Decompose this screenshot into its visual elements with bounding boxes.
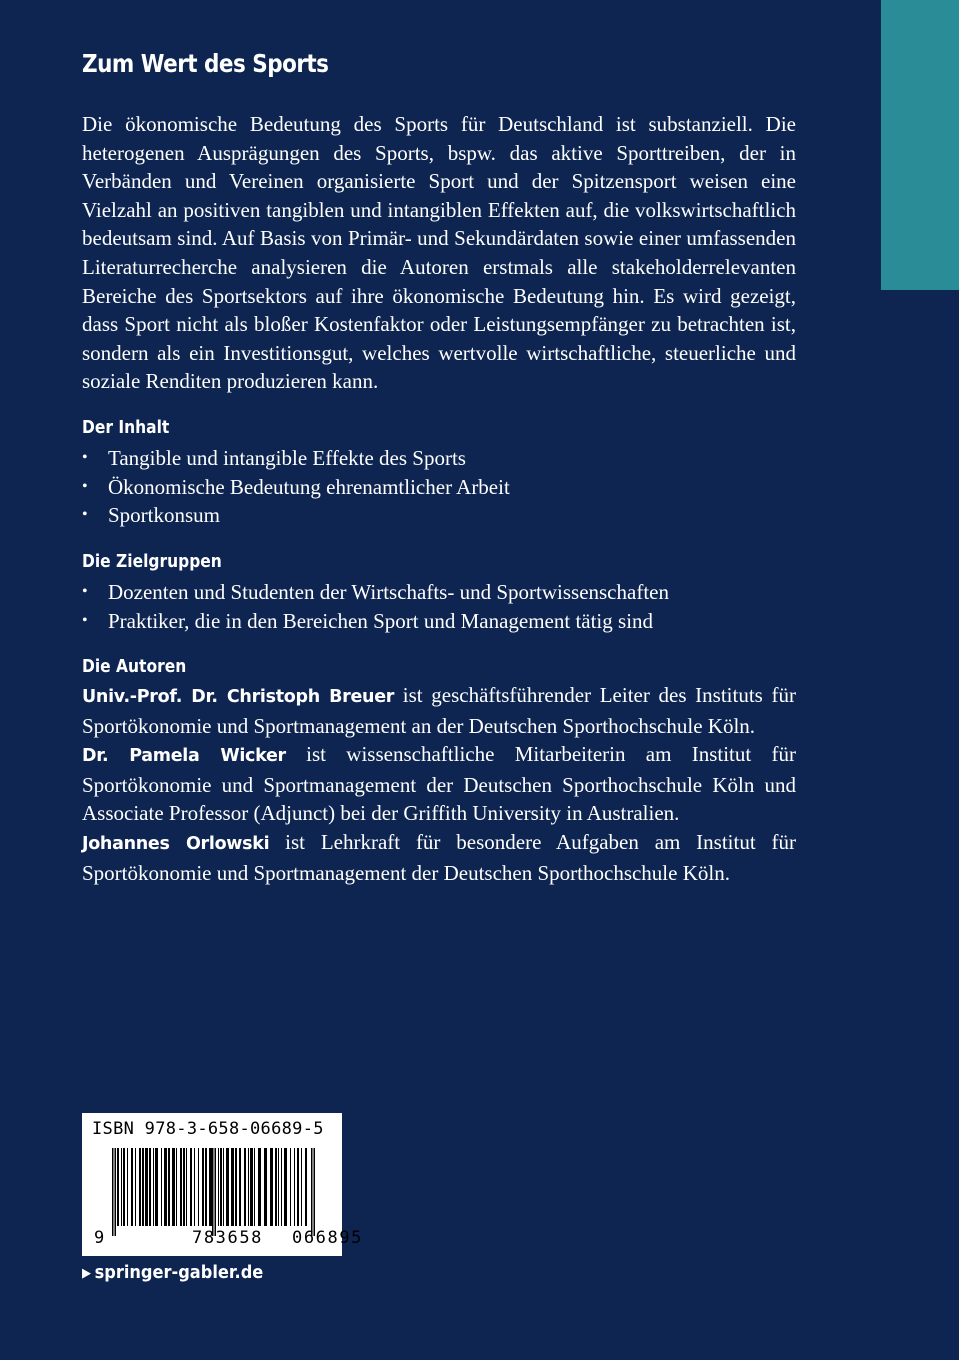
section-heading-zielgruppen: Die Zielgruppen	[82, 551, 222, 572]
intro-paragraph: Die ökonomische Bedeutung des Sports für Deutschland ist substanziell. Die heterogenen Ausprägungen des Sports, bspw. das aktive Sporttreiben, der in Verbänden und Vereinen organisierte Sport und der Spitzensport weisen eine Vielzahl an positiven tangiblen und intangiblen Effekten auf, die volkswirtschaftlich bedeutsam sind. Auf Basis von Primär- und Sekundärdaten sowie einer umfassenden Literaturrecherche analysieren die Autoren erstmals alle stakeholderrelevanten Bereiche des Sportsektors auf ihre ökonomische Bedeutung hin. Es wird gezeigt, dass Sport nicht als bloßer Kostenfaktor oder Leistungsempfänger zu betrachten ist, sondern als ein Investitionsgut, welches wertvolle wirtschaftliche, steuerliche und soziale Renditen produzieren kann.	[82, 112, 796, 394]
barcode-digit-first: 9	[94, 1228, 105, 1248]
isbn-barcode	[82, 1113, 364, 1256]
bullet-icon: •	[82, 583, 88, 600]
triangle-right-icon: ▶	[82, 1266, 91, 1281]
accent-tab	[881, 0, 959, 290]
author-entry: Johannes Orlowski ist Lehrkraft für besondere Aufgaben am Institut für Sportökonomie und Sportmanagement der Deutschen Sporthochschule Köln.	[82, 829, 796, 885]
barcode-digits-right: 066895	[292, 1228, 364, 1248]
author-name: Univ.-Prof. Dr. Christoph Breuer	[82, 687, 395, 707]
author-entry: Univ.-Prof. Dr. Christoph Breuer ist geschäftsführender Leiter des Instituts für Sportökonomie und Sportmanagement an der Deutschen Sporthochschule Köln.	[82, 683, 796, 738]
list-item: • Praktiker, die in den Bereichen Sport und Management tätig sind	[82, 607, 802, 636]
section-inhalt	[82, 414, 802, 530]
zielgruppen-list	[82, 578, 802, 635]
author-name: Dr. Pamela Wicker	[82, 746, 286, 767]
section-zielgruppen	[82, 548, 802, 635]
bullet-icon: •	[82, 506, 88, 524]
author-name: Johannes Orlowski	[82, 833, 270, 854]
cover-title: Zum Wert des Sports	[82, 49, 329, 78]
list-item: • Dozenten und Studenten der Wirtschafts- und Sportwissenschaften	[82, 578, 802, 607]
bullet-icon: •	[82, 449, 88, 466]
publisher-website[interactable]: ▶ springer-gabler.de	[82, 1260, 263, 1287]
list-item: • Tangible und intangible Effekte des Sports	[82, 444, 802, 473]
inhalt-list	[82, 444, 802, 530]
bullet-icon: •	[82, 611, 88, 629]
section-autoren	[82, 653, 802, 887]
barcode-digits-left: 783658	[192, 1228, 264, 1248]
isbn-label: ISBN 978-3-658-06689-5	[92, 1119, 324, 1139]
bullet-icon: •	[82, 477, 88, 495]
list-item: • Ökonomische Bedeutung ehrenamtlicher Arbeit	[82, 473, 802, 502]
section-heading-inhalt: Der Inhalt	[82, 417, 170, 438]
list-item: • Sportkonsum	[82, 501, 802, 530]
section-heading-autoren: Die Autoren	[82, 656, 187, 677]
author-entry: Dr. Pamela Wicker ist wissenschaftliche Mitarbeiterin am Institut für Sportökonomie und Sportmanagement der Deutschen Sporthochschule Köln und Associate Professor (Adjunct) bei der Griffith University in Australien.	[82, 742, 796, 826]
